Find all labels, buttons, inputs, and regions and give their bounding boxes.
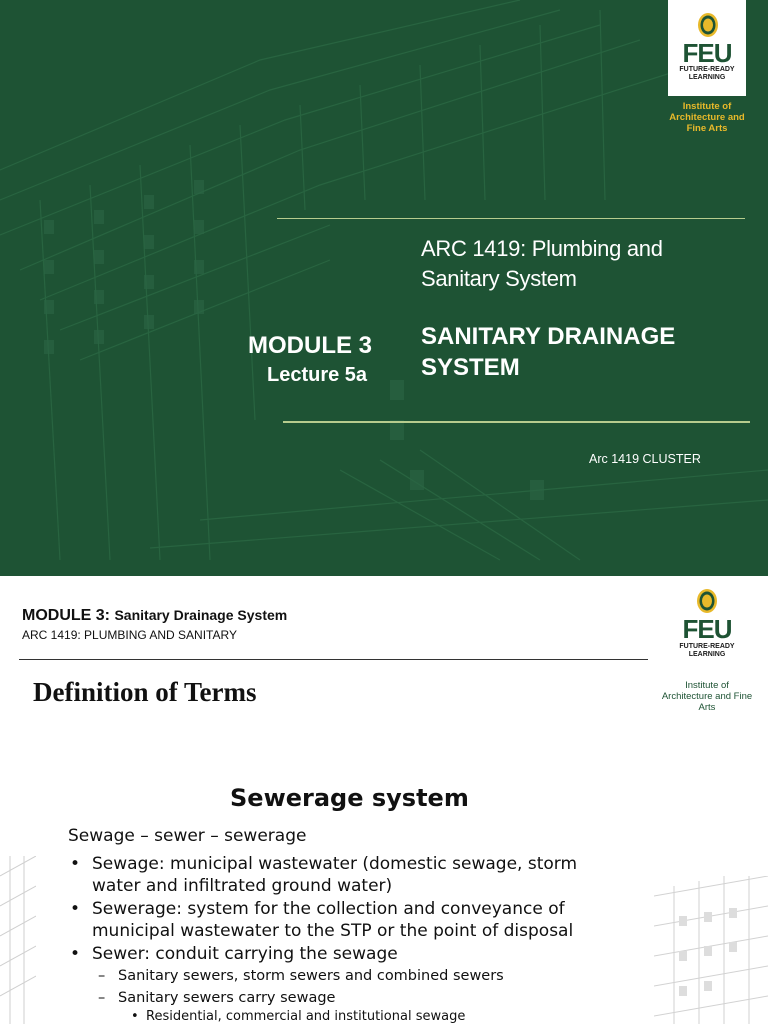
- sub-bullet-text: Sanitary sewers carry sewage: [118, 990, 336, 1006]
- bullet-text: Sewage: municipal wastewater (domestic sewage, storm water and infiltrated ground water): [92, 854, 578, 896]
- bullet-text: Sewerage: system for the collection and conveyance of municipal wastewater to the STP or the point of disposal: [92, 899, 574, 941]
- feu-seal-icon: [696, 588, 718, 614]
- definitions-slide: [0, 576, 768, 1024]
- header-course: ARC 1419: PLUMBING AND SANITARY: [22, 628, 237, 642]
- feu-logo: [668, 0, 746, 96]
- sub-sub-bullet-text: Residential, commercial and institutional sewage: [146, 1009, 466, 1024]
- feu-tagline: FUTURE-READY LEARNING: [679, 643, 735, 658]
- feu-tagline: FUTURE-READY LEARNING: [679, 66, 735, 81]
- slide-title: SANITARY DRAINAGE SYSTEM: [421, 323, 676, 381]
- bullet-icon: •: [70, 854, 81, 874]
- feu-wordmark: FEU: [682, 38, 732, 68]
- bullet-icon: •: [70, 944, 81, 964]
- cluster-label: Arc 1419 CLUSTER: [589, 452, 701, 466]
- top-divider: [277, 218, 745, 219]
- list-item: [98, 988, 335, 1008]
- sub-bullet-text: Sanitary sewers, storm sewers and combined sewers: [118, 968, 504, 984]
- bullet-icon: •: [70, 899, 81, 919]
- header-module: [22, 607, 287, 625]
- bullet-icon: •: [131, 1009, 139, 1024]
- bottom-divider: [283, 421, 750, 423]
- intro-line: Sewage – sewer – sewerage: [68, 826, 307, 846]
- feu-logo: [668, 586, 746, 682]
- feu-wordmark: FEU: [682, 614, 732, 644]
- header-module-subject: Sanitary Drainage System: [114, 607, 288, 623]
- dash-icon: –: [98, 990, 106, 1006]
- header-module-number: 3:: [95, 607, 111, 624]
- institute-label: Institute of Architecture and Fine Arts: [661, 680, 753, 713]
- course-title: ARC 1419: Plumbing and Sanitary System: [421, 236, 663, 291]
- bullet-text: Sewer: conduit carrying the sewage: [92, 944, 398, 964]
- list-item: [68, 898, 598, 942]
- feu-seal-icon: [697, 12, 719, 38]
- building-sketch-right: [654, 876, 768, 1024]
- list-item: [68, 943, 598, 965]
- slide-title: Definition of Terms: [33, 677, 257, 707]
- institute-label: Institute of Architecture and Fine Arts: [669, 101, 745, 134]
- dash-icon: –: [98, 968, 106, 984]
- list-item: [98, 966, 504, 986]
- lecture-label: Lecture 5a: [267, 364, 368, 386]
- header-module-word: MODULE: [22, 607, 92, 624]
- building-sketch-left: [0, 856, 36, 1024]
- list-item: [131, 1008, 465, 1024]
- header-divider: [19, 659, 648, 660]
- list-item: [68, 853, 598, 897]
- section-title: Sewerage system: [230, 784, 469, 812]
- module-label: MODULE 3: [248, 332, 373, 359]
